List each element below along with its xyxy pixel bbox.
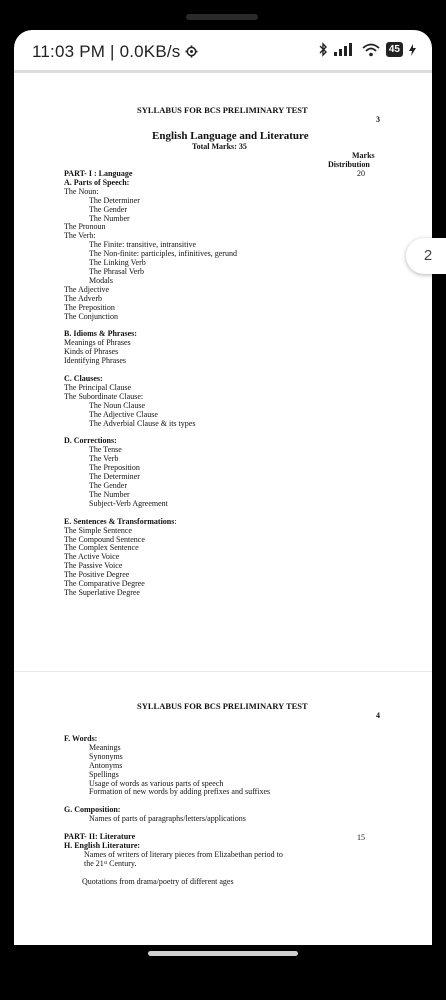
list-item: The Linking Verb bbox=[89, 258, 146, 268]
network-speed: 0.0KB/s bbox=[119, 42, 181, 61]
part2-heading: PART- II: Literature bbox=[64, 832, 136, 842]
list-item: The Subordinate Clause: bbox=[64, 391, 144, 401]
marks-heading: Marks bbox=[352, 151, 375, 160]
section-c-heading: C. Clauses: bbox=[64, 374, 103, 384]
list-item: The Determiner bbox=[89, 195, 140, 205]
list-item: The Simple Sentence bbox=[64, 525, 132, 535]
list-item: Modals bbox=[89, 275, 113, 285]
wifi-icon bbox=[362, 43, 380, 57]
list-item: Synonyms bbox=[89, 751, 123, 761]
list-item: The Superlative Degree bbox=[64, 587, 140, 597]
list-item: The Preposition bbox=[64, 302, 115, 312]
section-e-title: E. Sentences & Transformations bbox=[64, 516, 175, 526]
list-item: The Number bbox=[89, 489, 130, 499]
list-item: The Conjunction bbox=[64, 311, 118, 321]
h-line2-pre: the 21 bbox=[84, 858, 104, 868]
list-item: Formation of new words by adding prefixes and suffixes bbox=[89, 787, 271, 797]
list-item: Meanings bbox=[89, 742, 121, 752]
page-indicator-button[interactable]: 2 bbox=[406, 238, 446, 274]
section-e-colon: : bbox=[174, 516, 177, 526]
list-item: The Preposition bbox=[89, 463, 140, 473]
battery-icon: 45 bbox=[386, 42, 403, 57]
list-item: The Phrasal Verb bbox=[89, 266, 144, 276]
pdf-page-3 bbox=[14, 70, 432, 671]
h-line2-post: Century. bbox=[107, 858, 137, 868]
list-item: The Tense bbox=[89, 445, 122, 455]
list-item: The Comparative Degree bbox=[64, 579, 145, 589]
list-item: Identifying Phrases bbox=[64, 356, 126, 366]
section-f-heading: F. Words: bbox=[64, 734, 98, 743]
list-item: The Adverb bbox=[64, 293, 102, 303]
section-b-heading: B. Idioms & Phrases: bbox=[64, 329, 137, 339]
h-line2-sup: st bbox=[103, 860, 108, 866]
section-h-heading: H. English Literature: bbox=[64, 841, 141, 851]
noun-heading: The Noun: bbox=[64, 186, 99, 196]
list-item: The Adjective bbox=[64, 284, 110, 294]
time-text: 11:03 PM bbox=[32, 42, 106, 61]
page-header: SYLLABUS FOR BCS PRELIMINARY TEST bbox=[137, 105, 308, 115]
list-item: The Adverbial Clause & its types bbox=[89, 418, 196, 428]
home-gesture-bar[interactable] bbox=[148, 951, 298, 956]
list-item: Quotations from drama/poetry of different ages bbox=[82, 876, 234, 886]
part1-marks: 20 bbox=[357, 169, 365, 178]
list-item: The Finite: transitive, intransitive bbox=[89, 240, 197, 250]
pdf-viewer[interactable] bbox=[14, 70, 432, 945]
list-item: The Gender bbox=[89, 481, 127, 490]
page1-body bbox=[64, 170, 237, 598]
page-number: 3 bbox=[376, 115, 380, 124]
list-item: The Non-finite: participles, infinitives, gerund bbox=[89, 249, 237, 259]
list-item: The Passive Voice bbox=[64, 561, 123, 571]
speaker-grille bbox=[186, 14, 258, 20]
section-d-heading: D. Corrections: bbox=[64, 436, 117, 446]
part2-marks: 15 bbox=[357, 833, 365, 842]
page-header: SYLLABUS FOR BCS PRELIMINARY TEST bbox=[137, 701, 308, 711]
list-item: The Positive Degree bbox=[64, 570, 130, 580]
list-item: The Pronoun bbox=[64, 222, 106, 232]
total-marks: Total Marks: 35 bbox=[192, 142, 247, 151]
list-item: Antonyms bbox=[89, 760, 123, 770]
list-item: Subject-Verb Agreement bbox=[89, 498, 168, 508]
signal-icon bbox=[334, 43, 356, 56]
status-icons bbox=[319, 42, 416, 57]
subject-title: English Language and Literature bbox=[152, 130, 309, 142]
list-item bbox=[64, 860, 283, 869]
verb-heading: The Verb: bbox=[64, 231, 96, 241]
page-number: 4 bbox=[376, 711, 380, 720]
part1-heading: PART- I : Language bbox=[64, 169, 133, 178]
list-item: The Verb bbox=[89, 454, 119, 464]
page2-body bbox=[64, 735, 283, 887]
list-item: The Adjective Clause bbox=[89, 409, 158, 419]
list-item: The Noun Clause bbox=[89, 400, 145, 410]
list-item: Names of writers of literary pieces from Elizabethan period to bbox=[84, 849, 283, 859]
pdf-page-4 bbox=[14, 672, 432, 945]
distribution-heading: Distribution bbox=[328, 160, 370, 169]
list-item: Kinds of Phrases bbox=[64, 347, 119, 357]
section-g-heading: G. Composition: bbox=[64, 805, 121, 815]
list-item: The Number bbox=[89, 213, 130, 223]
list-item: Meanings of Phrases bbox=[64, 338, 131, 348]
status-time: 11:03 PM | 0.0KB/s bbox=[32, 42, 198, 62]
list-item: The Compound Sentence bbox=[64, 534, 145, 544]
list-item: Names of parts of paragraphs/letters/applications bbox=[89, 814, 246, 824]
list-item: The Active Voice bbox=[64, 552, 120, 562]
navigation-bar bbox=[14, 945, 432, 973]
list-item: Usage of words as various parts of speech bbox=[89, 778, 224, 788]
section-a-heading: A. Parts of Speech: bbox=[64, 177, 130, 187]
list-item: The Determiner bbox=[89, 472, 140, 482]
bluetooth-icon bbox=[319, 42, 328, 57]
list-item: The Gender bbox=[89, 204, 127, 214]
list-item: The Principal Clause bbox=[64, 382, 132, 392]
settings-icon bbox=[185, 45, 198, 58]
list-item: Spellings bbox=[89, 769, 119, 779]
charging-icon bbox=[409, 44, 416, 56]
status-bar bbox=[14, 30, 432, 70]
list-item: The Complex Sentence bbox=[64, 543, 139, 553]
